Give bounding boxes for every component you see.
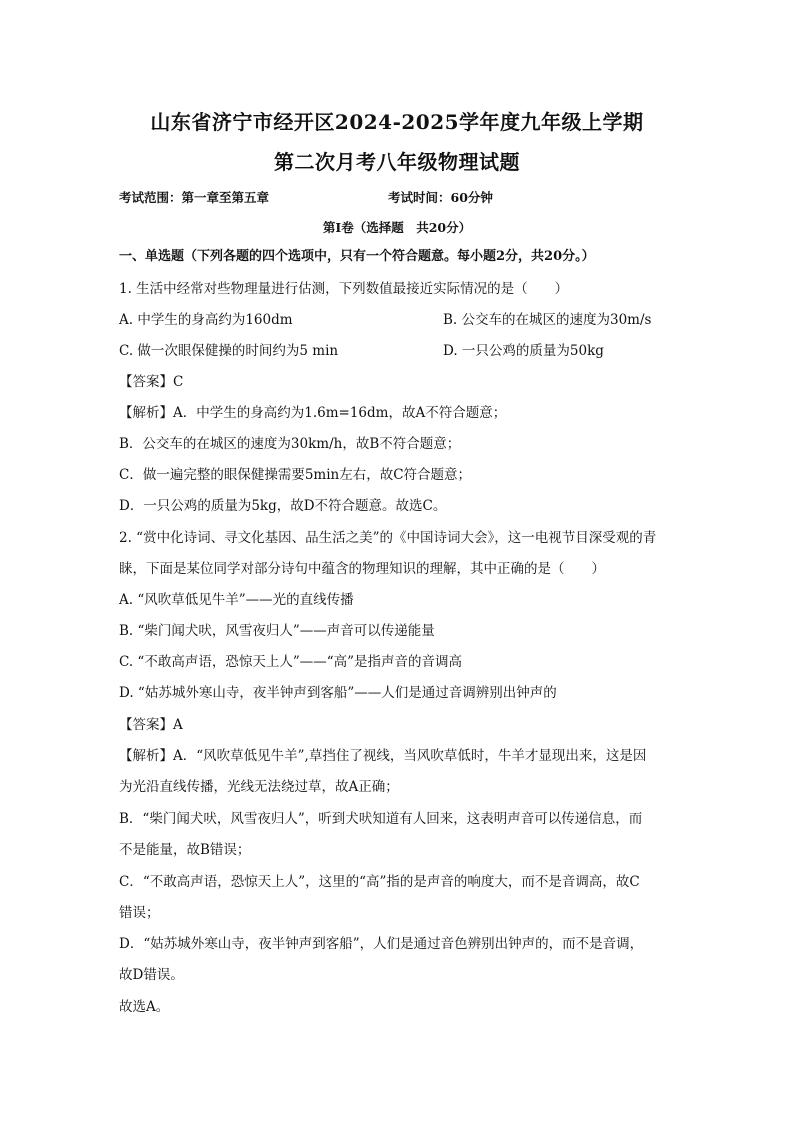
exam-range: 考试范围：第一章至第五章 [119,190,270,205]
section1-heading: 一、单选题（下列各题的四个选项中，只有一个符合题意。每小题2分，共20分。） [119,249,595,264]
q1-analysis-line: C．做一遍完整的眼保健操需要5min左右，故C符合题意； [119,467,472,483]
q1-option-d: D. 一只公鸡的质量为50kg [443,343,604,359]
q2-option-a: A. “风吹草低见牛羊”——光的直线传播 [119,592,354,608]
q2-stem-line1: 2. “赏中化诗词、寻文化基因、品生活之美”的《中国诗词大会》，这一电视节目深受观的青 [119,530,657,546]
q2-option-d: D. “姑苏城外寒山寺，夜半钟声到客船”——人们是通过音调辨别出钟声的 [119,685,557,701]
q2-analysis-line: C．“不敢高声语，恐惊天上人”，这里的“高”指的是声音的响度大，而不是音调高，故C [119,874,640,890]
q1-analysis-line: D．一只公鸡的质量为5kg，故D不符合题意。故选C。 [119,498,447,514]
q1-answer: 【答案】C [119,374,184,390]
q2-analysis-line: 故选A。 [119,999,170,1015]
q2-analysis-line: 错误； [119,905,160,921]
q2-answer: 【答案】A [119,717,183,733]
q1-stem: 1. 生活中经常对些物理量进行估测，下列数值最接近实际情况的是（ ） [119,281,569,297]
q1-option-c: C. 做一次眼保健操的时间约为5 min [119,343,339,359]
q1-option-b: B. 公交车的在城区的速度为30m/s [443,312,652,328]
q2-analysis-line: 故D错误。 [119,967,184,983]
q2-analysis-line: B．“柴门闻犬吠，风雪夜归人”，听到犬吠知道有人回来，这表明声音可以传递信息，而 [119,811,643,827]
q2-stem-line2: 睐，下面是某位同学对部分诗句中蕴含的物理知识的理解，其中正确的是（ ） [119,561,605,577]
q1-analysis-line: 【解析】A．中学生的身高约为1.6m=16dm，故A不符合题意； [119,405,507,421]
q1-option-a: A. 中学生的身高约为160dm [119,312,293,328]
q1-analysis-line: B．公交车的在城区的速度为30km/h，故B不符合题意； [119,436,461,452]
q2-analysis-line: 【解析】A．“风吹草低见牛羊”,草挡住了视线，当风吹草低时，牛羊才显现出来，这是因 [119,748,647,764]
exam-title-line1: 山东省济宁市经开区2024-2025学年度九年级上学期 [150,110,644,134]
q2-option-c: C. “不敢高声语，恐惊天上人”——“高”是指声音的音调高 [119,654,463,670]
q2-analysis-line: 不是能量，故B错误； [119,842,251,858]
q2-option-b: B. “柴门闻犬吠，风雪夜归人”——声音可以传递能量 [119,623,435,639]
exam-title-line2: 第二次月考八年级物理试题 [274,150,520,174]
part-title: 第Ⅰ卷（选择题 共20分） [322,220,472,235]
q2-analysis-line: 为光沿直线传播，光线无法绕过草，故A正确； [119,779,399,795]
q2-analysis-line: D．“姑苏城外寒山寺，夜半钟声到客船”，人们是通过音色辨别出钟声的，而不是音调， [119,936,644,952]
exam-time: 考试时间：60分钟 [388,190,493,205]
